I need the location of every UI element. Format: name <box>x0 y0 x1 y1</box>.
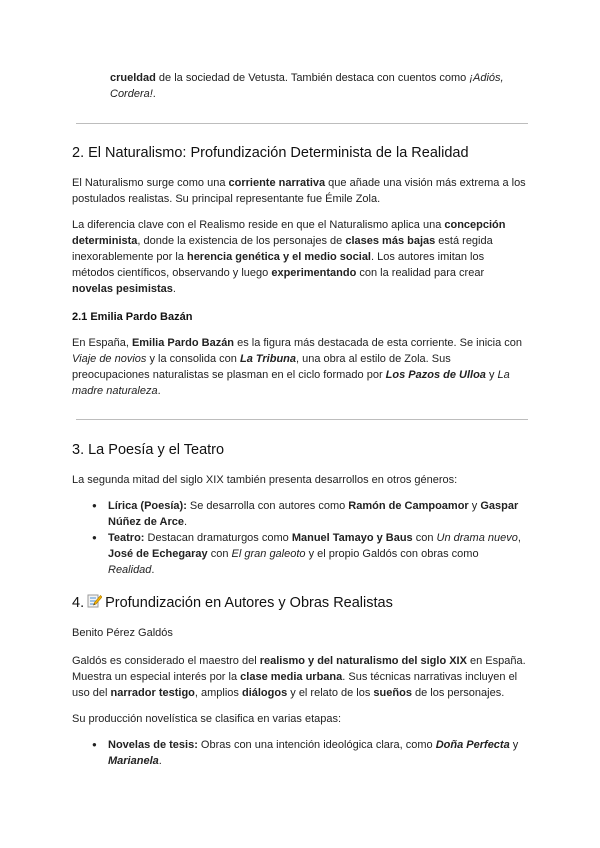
subsection-heading-pardo-bazan: 2.1 Emilia Pardo Bazán <box>72 311 193 323</box>
paragraph: La segunda mitad del siglo XIX también presenta desarrollos en otros géneros: <box>72 474 458 486</box>
paragraph: La diferencia clave con el Realismo reside en que el Naturalismo aplica una concepción determinista, donde la existencia de los personajes de clases más bajas está regida inexorablemente por la herencia genética y el medio social. Los autores imitan los métodos científicos, observando y luego experimentando con la realidad para crear novelas pesimistas. <box>72 219 506 295</box>
paragraph: Su producción novelística se clasifica en varias etapas: <box>72 713 342 725</box>
paragraph: En España, Emilia Pardo Bazán es la figura más destacada de esta corriente. Se inicia con Viaje de novios y la consolida con La Tribuna, una obra al estilo de Zola. Sus preocupaciones naturalistas se plasman en el ciclo formado por Los Pazos de Ulloa y La madre naturaleza. <box>72 337 523 397</box>
continuation-paragraph: crueldad de la sociedad de Vetusta. También destaca con cuentos como ¡Adiós, Cordera!. <box>110 72 504 100</box>
bold-text: crueldad <box>110 72 156 84</box>
paragraph: El Naturalismo surge como una corriente narrativa que añade una visión más extrema a los postulados realistas. Su principal representante fue Émile Zola. <box>72 177 526 205</box>
list-item-novelas-tesis: ● Novelas de tesis: Obras con una intención ideológica clara, como Doña Perfecta y Marianela. <box>108 737 528 769</box>
list-item-teatro: ● Teatro: Destacan dramaturgos como Manuel Tamayo y Baus con Un drama nuevo, José de Echegaray con El gran galeoto y el propio Galdós con obras como Realidad. <box>108 530 528 578</box>
section-heading-poesia-teatro: 3. La Poesía y el Teatro <box>72 442 225 458</box>
divider <box>76 419 528 420</box>
list-item-lirica: ● Lírica (Poesía): Se desarrolla con autores como Ramón de Campoamor y Gaspar Núñez de Arce. <box>108 498 528 530</box>
author-name: Benito Pérez Galdós <box>72 627 173 639</box>
section-heading-naturalismo: 2. El Naturalismo: Profundización Determinista de la Realidad <box>72 145 469 161</box>
paragraph: Galdós es considerado el maestro del realismo y del naturalismo del siglo XIX en España. Muestra un especial interés por la clase media urbana. Sus técnicas narrativas incluyen el uso del narrador testigo, amplios diálogos y el relato de los sueños de los personajes. <box>72 655 526 699</box>
divider <box>76 123 528 124</box>
memo-icon <box>86 593 102 609</box>
genre-list <box>72 498 528 578</box>
section-heading-profundizacion: 4. Profundización en Autores y Obras Realistas <box>72 595 393 611</box>
work-title: ¡Adiós, Cordera! <box>110 72 504 100</box>
stage-list <box>72 737 528 769</box>
